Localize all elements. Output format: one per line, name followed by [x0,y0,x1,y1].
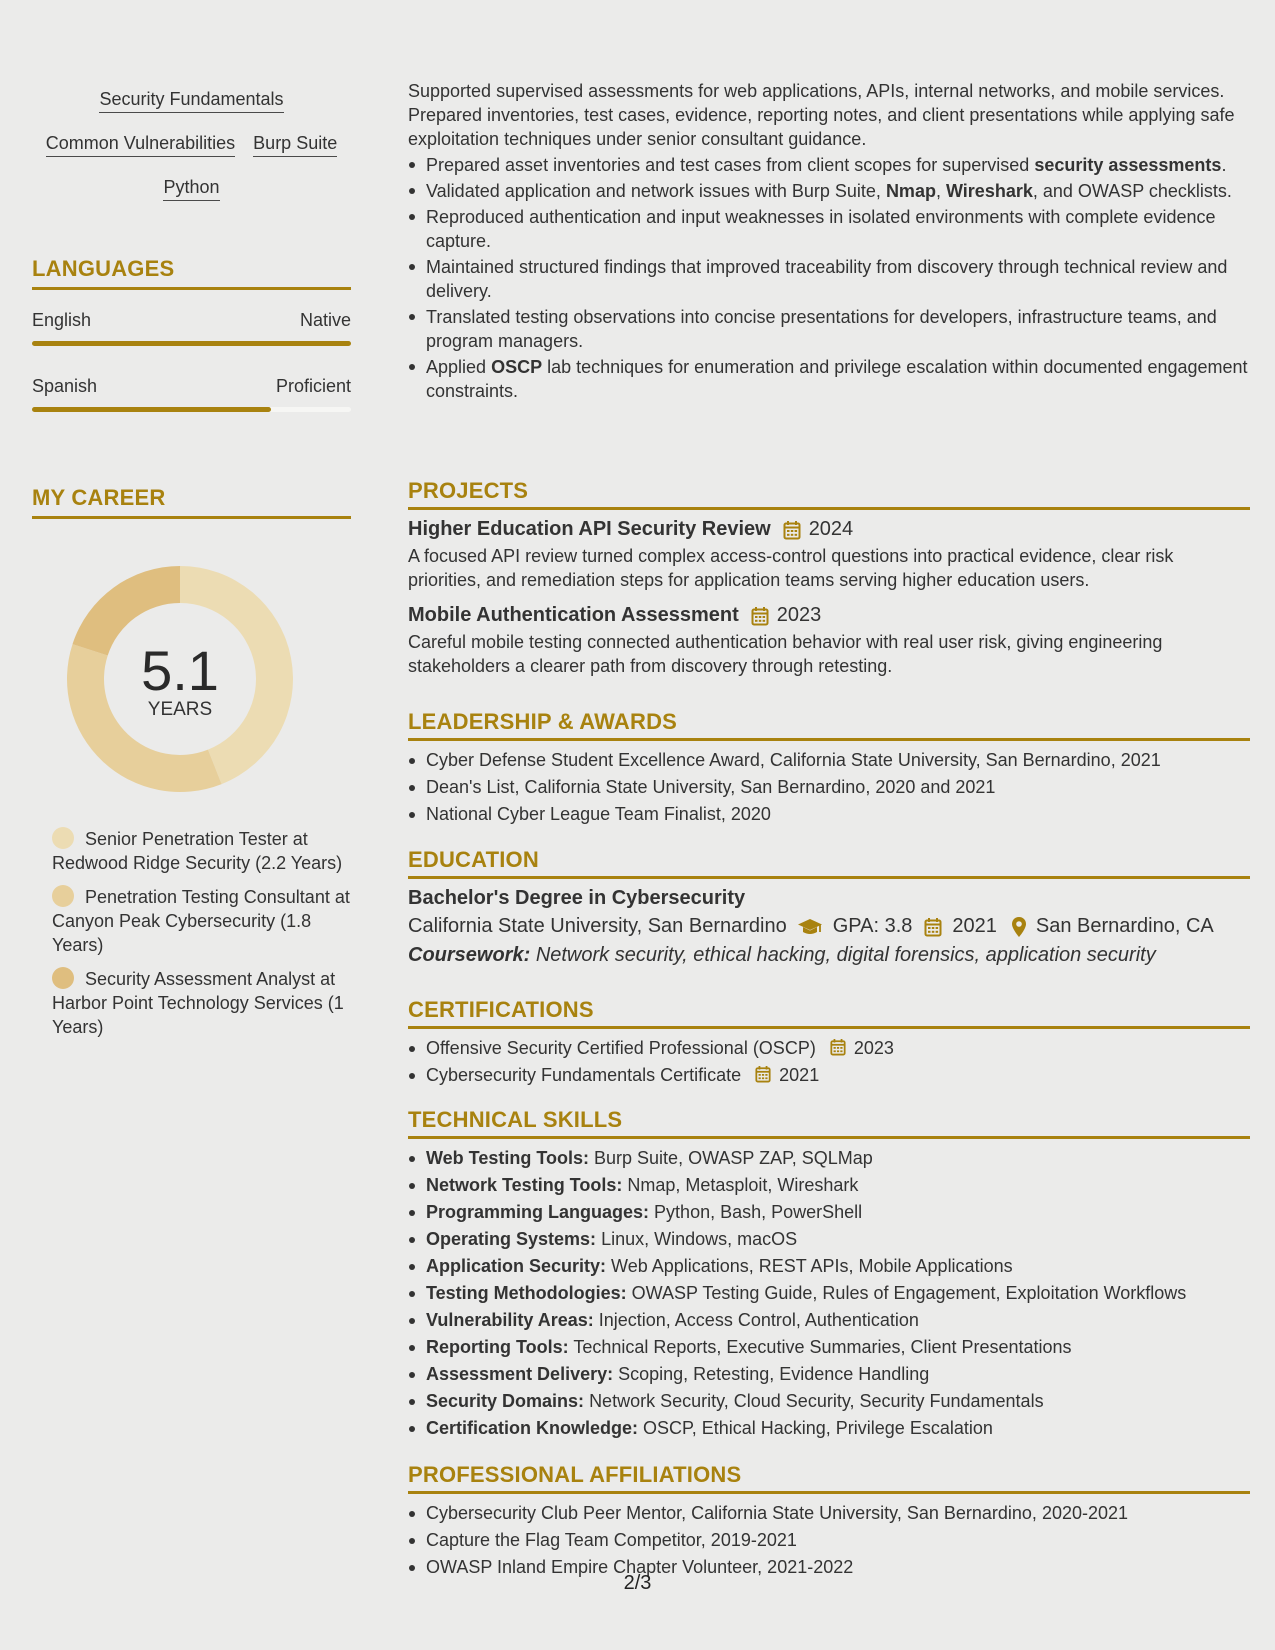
affiliations-title: PROFESSIONAL AFFILIATIONS [408,1462,1250,1494]
education-coursework [408,944,1250,967]
calendar-icon [751,606,769,626]
education-school: California State University, San Bernardino [408,915,787,937]
list-item: Translated testing observations into concise presentations for developers, infrastructure teams, and program managers. [408,305,1250,353]
skill-tag[interactable]: Burp Suite [253,132,337,157]
page-number: 2/3 [623,1572,652,1594]
certifications-list [408,1035,1250,1089]
affiliations-list [408,1500,1250,1581]
project-year: 2023 [776,604,822,626]
list-item: Operating Systems: Linux, Windows, macOS [408,1226,1250,1253]
projects-title: PROJECTS [408,478,1250,510]
calendar-icon [783,520,801,540]
language-name: English [32,310,92,330]
list-item: Cybersecurity Club Peer Mentor, California State University, San Bernardino, 2020-2021 [408,1500,1250,1527]
list-item: Prepared asset inventories and test cases from client scopes for supervised security assessments. [408,153,1250,177]
list-item: Applied OSCP lab techniques for enumeration and privilege escalation within documented engagement constraints. [408,355,1250,403]
certification-name: Offensive Security Certified Professional (OSCP) [426,1038,816,1058]
list-item: Maintained structured findings that improved traceability from discovery through technical review and delivery. [408,255,1250,303]
project-item [408,604,1250,678]
project-description: A focused API review turned complex access-control questions into practical evidence, clear risk priorities, and remediation steps for application teams serving higher education users. [408,546,1174,590]
skill-tag[interactable]: Security Fundamentals [99,88,283,113]
education-title: EDUCATION [408,847,1250,879]
languages-title: LANGUAGES [32,256,351,290]
project-name: Higher Education API Security Review [408,518,771,540]
calendar-icon [830,1038,846,1056]
career-legend-dot [52,967,74,989]
leadership-section [408,709,1250,828]
calendar-icon [755,1065,771,1083]
list-item: Programming Languages: Python, Bash, PowerShell [408,1199,1250,1226]
career-legend-dot [52,885,74,907]
list-item: National Cyber League Team Finalist, 2020 [408,801,1250,828]
career-legend-label: Penetration Testing Consultant at Canyon Peak Cybersecurity (1.8 Years) [52,887,350,955]
list-item: Application Security: Web Applications, REST APIs, Mobile Applications [408,1253,1250,1280]
skills-section [408,1107,1250,1442]
list-item: Dean's List, California State University, San Bernardino, 2020 and 2021 [408,774,1250,801]
career-legend-label: Security Assessment Analyst at Harbor Point Technology Services (1 Years) [52,969,344,1037]
language-bar [32,407,351,412]
list-item: Security Domains: Network Security, Cloud Security, Security Fundamentals [408,1388,1250,1415]
tag-row [32,176,351,201]
coursework-label: Coursework: [408,944,531,966]
list-item: OWASP Inland Empire Chapter Volunteer, 2021-2022 [408,1554,1250,1581]
project-item [408,518,1250,592]
coursework-value: Network security, ethical hacking, digital forensics, application security [535,944,1156,966]
certifications-title: CERTIFICATIONS [408,997,1250,1029]
education-location: San Bernardino, CA [1035,915,1214,937]
list-item: Network Testing Tools: Nmap, Metasploit, Wireshark [408,1172,1250,1199]
projects-section [408,478,1250,678]
list-item: Capture the Flag Team Competitor, 2019-2021 [408,1527,1250,1554]
education-gpa: GPA: 3.8 [832,915,913,937]
language-name: Spanish [32,376,98,396]
languages-section [32,256,351,412]
experience-bullets [408,153,1250,403]
career-legend-label: Senior Penetration Tester at Redwood Ridge Security (2.2 Years) [52,829,343,873]
project-year: 2024 [808,518,854,540]
list-item: Reproduced authentication and input weaknesses in isolated environments with complete evidence capture. [408,205,1250,253]
experience-entry [408,79,1250,403]
career-total-unit: YEARS [147,699,213,720]
language-level: Native [299,310,351,330]
education-section [408,847,1250,967]
project-description: Careful mobile testing connected authentication behavior with real user risk, giving engineering stakeholders a clearer path from discovery through retesting. [408,632,1163,676]
list-item: Web Testing Tools: Burp Suite, OWASP ZAP, SQLMap [408,1145,1250,1172]
list-item: Cyber Defense Student Excellence Award, California State University, San Bernardino, 2021 [408,747,1250,774]
language-item [32,376,351,412]
skills-list [408,1145,1250,1442]
education-year: 2021 [952,915,997,937]
list-item [408,1062,1250,1089]
career-legend-dot [52,827,74,849]
list-item: Certification Knowledge: OSCP, Ethical Hacking, Privilege Escalation [408,1415,1250,1442]
career-donut [66,565,294,793]
career-section [32,485,351,1039]
skill-tag[interactable]: Python [163,176,219,201]
tag-row [32,88,351,113]
list-item: Validated application and network issues with Burp Suite, Nmap, Wireshark, and OWASP checklists. [408,179,1250,203]
certification-name: Cybersecurity Fundamentals Certificate [426,1065,742,1085]
career-legend-item [32,885,351,957]
list-item: Testing Methodologies: OWASP Testing Guide, Rules of Engagement, Exploitation Workflows [408,1280,1250,1307]
experience-summary: Supported supervised assessments for web applications, APIs, internal networks, and mobile services. Prepared inventories, test cases, evidence, reporting notes, and client presentations while applying safe exploitation techniques under senior consultant guidance. [408,81,1235,149]
location-pin-icon [1011,916,1027,938]
language-item [32,310,351,346]
career-legend [32,827,351,1039]
certifications-section [408,997,1250,1089]
education-degree: Bachelor's Degree in Cybersecurity [408,887,746,909]
calendar-icon [924,917,942,937]
list-item: Vulnerability Areas: Injection, Access Control, Authentication [408,1307,1250,1334]
career-legend-item [32,827,351,875]
language-bar [32,341,351,346]
language-bar-fill [32,341,351,346]
skill-tag[interactable]: Common Vulnerabilities [46,132,235,157]
career-legend-item [32,967,351,1039]
certification-year: 2021 [779,1065,820,1085]
skills-title: TECHNICAL SKILLS [408,1107,1250,1139]
language-level: Proficient [275,376,351,396]
leadership-title: LEADERSHIP & AWARDS [408,709,1250,741]
list-item [408,1035,1250,1062]
list-item: Reporting Tools: Technical Reports, Executive Summaries, Client Presentations [408,1334,1250,1361]
affiliations-section [408,1462,1250,1581]
language-bar-fill [32,407,271,412]
list-item: Assessment Delivery: Scoping, Retesting, Evidence Handling [408,1361,1250,1388]
certification-year: 2023 [853,1038,894,1058]
tag-row [32,132,351,157]
graduation-cap-icon [797,917,823,937]
career-title: MY CAREER [32,485,351,519]
project-name: Mobile Authentication Assessment [408,604,739,626]
skill-tags [32,88,351,201]
career-total-value: 5.1 [141,639,219,702]
education-details [408,915,1250,938]
leadership-list [408,747,1250,828]
